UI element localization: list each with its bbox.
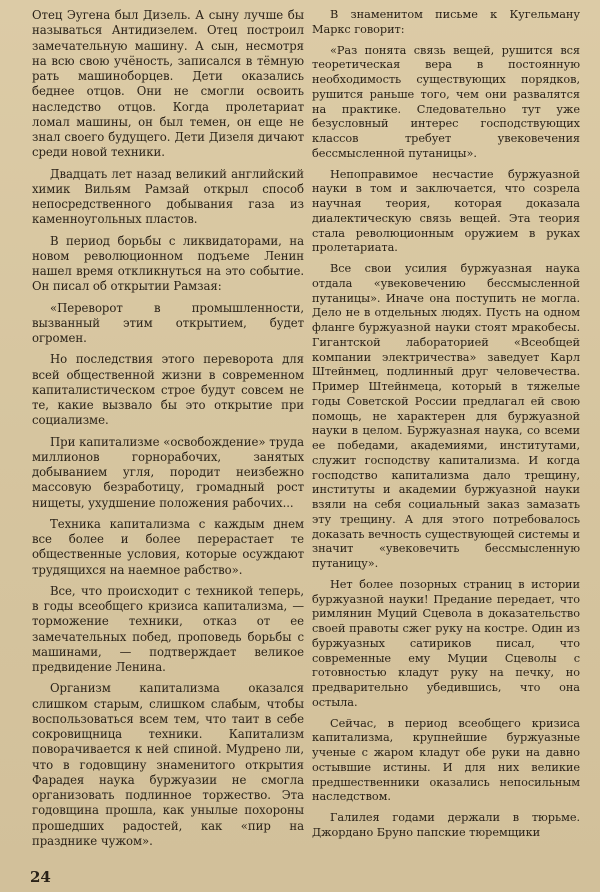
paragraph: Галилея годами держали в тюрьме. Джордано Бруно папские тюремщики [312, 811, 580, 839]
paragraph: В период борьбы с ликвидаторами, на новом революционном подъеме Ленин нашел время откликнуться на это событие. Он писал об открытии Рамзая: [32, 233, 304, 294]
paragraph: Сейчас, в период всеобщего кризиса капитализма, крупнейшие буржуазные ученые с жаром кладут обе руки на давно остывшие истины. И для них великие предшественники оказались непосильным наследством. [312, 716, 580, 804]
paragraph: Двадцать лет назад великий английский химик Вильям Рамзай открыл способ непосредственного добывания газа из каменноугольных пластов. [32, 166, 304, 227]
paragraph: Отец Эугена был Дизель. А сыну лучше бы называться Антидизелем. Отец построил замечательную машину. А сын, несмотря на всю свою учёность, записался в тёмную рать машиноборцев. Дети оказались беднее отцов. Они не смогли освоить наследство отцов. Когда пролетариат ломал машины, он был темен, он еще не знал своего будущего. Дети Дизеля дичают среди новой техники. [32, 8, 304, 160]
quote-paragraph: При капитализме «освобождение» труда миллионов горнорабочих, занятых добыванием угля, породит неизбежно массовую безработицу, громадный рост нищеты, ухудшение положения рабочих... [32, 434, 304, 510]
paragraph: Организм капитализма оказался слишком старым, слишком слабым, чтобы воспользоваться всем тем, что таит в себе сокровищница техники. Капитализм поворачивается к ней спиной. Мудрено ли, что в годовщину знаменитого открытия Фарадея наука буржуазии не смогла организовать подлинное торжество. Эта годовщина прошла, как унылые похороны прошедших радостей, как «пир на празднике чужом». [32, 681, 304, 848]
paragraph: Нет более позорных страниц в истории буржуазной науки! Предание передает, что римлянин Муций Сцевола в доказательство своей правоты сжег руку на костре. Один из буржуазных сатириков писал, что современные ему Муции Сцеволы с готовностью кладут руку на печку, но предварительно убедившись, что она остыла. [312, 577, 580, 709]
quote-paragraph: Но последствия этого переворота для всей общественной жизни в современном капиталистическом строе будут совсем не те, какие вызвало бы это открытие при социализме. [32, 352, 304, 428]
left-column [32, 8, 304, 855]
paragraph: В знаменитом письме к Кугельману Маркс говорит: [312, 8, 580, 36]
paragraph: Непоправимое несчастие буржуазной науки в том и заключается, что созрела научная теория, которая доказала диалектическую связь вещей. Эта теория стала революционным оружием в руках пролетариата. [312, 167, 580, 255]
paragraph: Все свои усилия буржуазная наука отдала «увековечению бессмысленной путаницы». Иначе она поступить не могла. Дело не в отдельных людях. Пусть на одном фланге буржуазной науки стоят мракобесы. Гигантской лабораторией «Всеобщей компании электричества» заведует Карл Штейнмец, подлинный друг человечества. Пример Штейнмеца, который в тяжелые годы Советской России предлагал ей свою помощь, не характерен для буржуазной науки в целом. Буржуазная наука, со всеми ее победами, академиями, институтами, служит господству капитализма. И когда господство капитализма дало трещину, институты и академии буржуазной науки взяли на себя социальный заказ замазать эту трещину. А для этого потребовалось доказать вечность существующей системы и значит «увековечить бессмысленную путаницу». [312, 262, 580, 570]
quote-paragraph: «Раз понята связь вещей, рушится вся теоретическая вера в постоянную необходимость существующих порядков, рушится раньше того, чем они развалятся на практике. Следовательно тут уже безусловный интерес господствующих классов требует увековечения бессмысленной путаницы». [312, 43, 580, 160]
paragraph: Все, что происходит с техникой теперь, в годы всеобщего кризиса капитализма, — торможение техники, отказ от ее замечательных побед, проповедь борьбы с машинами, — подтверждает великое предвидение Ленина. [32, 583, 304, 674]
quote-paragraph: «Переворот в промышленности, вызванный этим открытием, будет огромен. [32, 300, 304, 345]
page-number: 24 [30, 868, 51, 886]
quote-paragraph: Техника капитализма с каждым днем все более и более перерастает те общественные условия, которые осуждают трудящихся на наемное рабство». [32, 516, 304, 577]
right-column [312, 8, 580, 847]
